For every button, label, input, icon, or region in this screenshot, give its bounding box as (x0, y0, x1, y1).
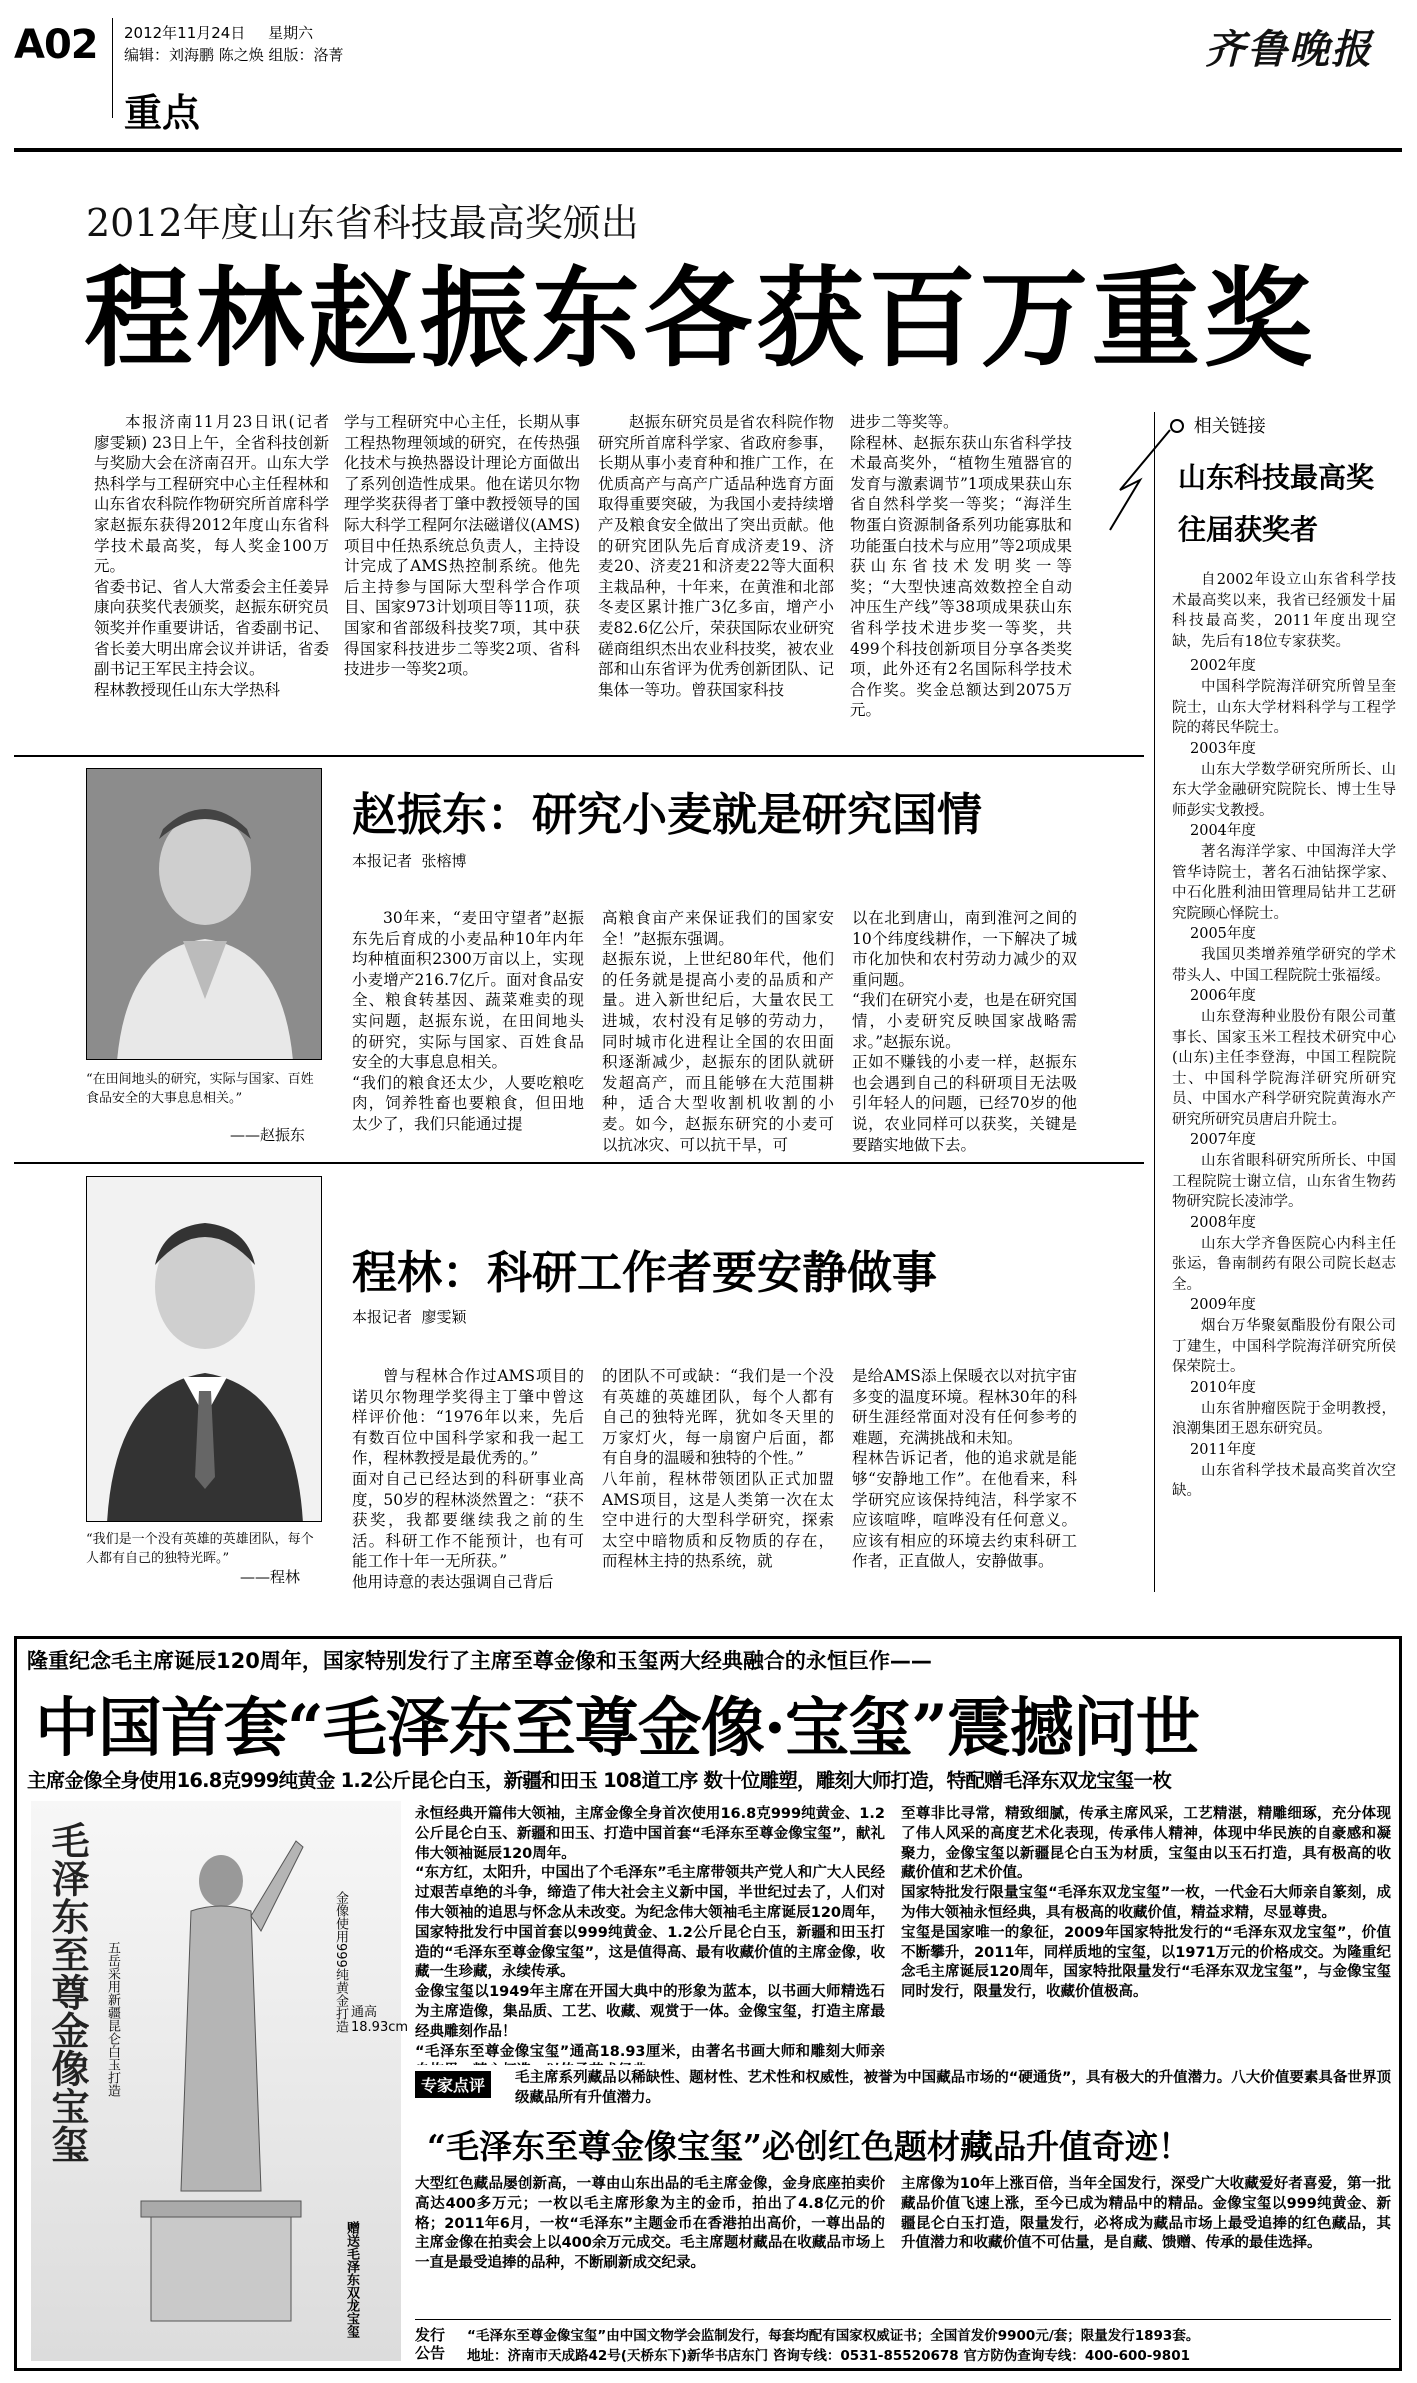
lead-column-1 (94, 412, 329, 702)
ad-footer (415, 2319, 1391, 2365)
section-label: 重点 (124, 91, 201, 135)
sidebar-left-rule (1154, 412, 1155, 1592)
sidebar-entry-year: 2011年度 (1190, 1441, 1256, 1458)
sidebar-entry-year: 2006年度 (1190, 988, 1256, 1004)
advertisement (14, 1636, 1402, 2371)
ad-sub-line: 主席金像全身使用16.8克999纯黄金 1.2公斤昆仑白玉，新疆和田玉 108道工序 数十位雕塑，雕刻大师打造，特配赠毛泽东双龙宝玺一枚 (27, 1769, 1172, 1792)
cheng-photo (86, 1176, 322, 1522)
ad-body-2: 至尊非比寻常，精致细腻，传承主席风采，工艺精湛，精雕细琢，充分体现了伟人风采的高度艺术化表现，传承伟人精神，体现中华民族的自豪感和凝聚力，金像宝玺以新疆昆仑白玉为材质，宝玺由以玉石打造，具有极高的收藏价值和艺术价值。 国家特批发行限量宝玺“毛泽东双龙宝玺”一枚，一代金石大师亲自篆刻，成为伟大领袖永恒经典，具有极高的收藏价值，精益求精，尽显尊贵。 宝玺是国家唯一的象征，2009年国家特批发行的“毛泽东双龙宝玺”，价值不断攀升，2011年，同样质地的宝玺，以1971万元的价格成交。为隆重纪念毛主席诞辰120周年，国家特批限量发行“毛泽东双龙宝玺”，与金像宝玺同时发行，限量发行，收藏价值极高。 (901, 1806, 1391, 2001)
zhao-photo (86, 768, 322, 1060)
lead-headline: 程林赵振东各获百万重奖 (84, 257, 1317, 382)
sidebar-entry-text: 山东大学齐鲁医院心内科主任张运，鲁南制药有限公司院长赵志全。 (1172, 1235, 1396, 1293)
lead-bottom-rule (14, 755, 1144, 757)
sidebar-entry-year: 2010年度 (1190, 1379, 1256, 1396)
zhao-col2-text: 高粮食亩产来保证我们的国家安全！”赵振东强调。 赵振东说，上世纪80年代，他们的任务就是提高小麦的品质和产量。进入新世纪后，大量农民工进城，农村没有足够的劳动力，同时城市化进程让全国的农田面积逐渐减少，赵振东的团队就研发超高产，而且能够在大范围耕种，适合大型收割机收割的小麦。如今，赵振东研究的小麦可以抗冰灾、可以抗干旱，可 (602, 909, 834, 1154)
sidebar-kicker-row (1170, 412, 1396, 438)
sidebar-entry-text: 著名海洋学家、中国海洋大学管华诗院士，著名石油钻探学家、中石化胜利油田管理局钻井工艺研究院顾心怿院士。 (1172, 844, 1396, 922)
lead-col4-text: 进步二等奖等。 除程林、赵振东获山东省科学技术最高奖外，“植物生殖器官的发育与激素调节”1项成果获山东省自然科学奖一等奖；“海洋生物蛋白资源制备系列功能寡肽和功能蛋白技术与应用”等2项成果获山东省技术发明奖一等奖；“大型快速高效数控全自动冲压生产线”等38项成果获山东省科学技术进步奖一等奖，共499个科技创新项目分享各类奖项，此外还有2名国际科学技术合作奖。奖金总额达到2075万元。 (850, 413, 1072, 720)
sidebar-entry-year: 2008年度 (1190, 1214, 1256, 1231)
cheng-headline: 程林：科研工作者要安静做事 (352, 1246, 938, 1299)
cheng-col3-text: 是给AMS添上保暖衣以对抗宇宙多变的温度环境。程林30年的科研生涯经常面对没有任何参考的难题，充满挑战和未知。 程林告诉记者，他的追求就是能够“安静地工作”。在他看来，科学研究应该保持纯洁，科学家不应该喧哗，喧哗没有任何意义。应该有相应的环境去约束科研工作者，正直做人，安静做事。 (852, 1367, 1077, 1571)
cheng-column-3 (852, 1366, 1077, 1572)
cheng-portrait-icon (87, 1177, 322, 1522)
ad-product-panel (31, 1801, 409, 2361)
sidebar-entry-text: 中国科学院海洋研究所曾呈奎院士，山东大学材料科学与工程学院的蒋民华院士。 (1172, 679, 1396, 736)
ad-footer-line2: 地址：济南市天成路42号(天桥东下)新华书店东门 咨询专线：0531-85520678 官方防伪查询专线：400-600-9801 (467, 2348, 1190, 2364)
cheng-byline: 本报记者 廖雯颖 (352, 1308, 467, 1326)
zhao-byline: 本报记者 张榕博 (352, 852, 467, 870)
ad-headline: 中国首套“毛泽东至尊金像·宝玺”震撼问世 (35, 1691, 1199, 1766)
lead-column-3 (598, 412, 834, 702)
zhao-col1-text: 30年来，“麦田守望者”赵振东先后育成的小麦品种10年内年均种植面积2300万亩以上，实现小麦增产216.7亿斤。面对食品安全、粮食转基因、蔬菜难卖的现实问题，赵振东说，在田间地头的研究，实际与国家、百姓食品安全的大事息息相关。 “我们的粮食还太少，人要吃粮吃肉，饲养牲畜也要粮食，但田地太少了，我们只能通过提 (352, 909, 584, 1133)
sidebar-entry-text: 山东省肿瘤医院于金明教授，浪潮集团王恩东研究员。 (1172, 1400, 1396, 1437)
sidebar-intro: 自2002年设立山东省科学技术最高奖以来，我省已经颁发十届科技最高奖，2011年度出现空缺，先后有18位专家获奖。 (1172, 572, 1396, 650)
cheng-caption: “我们是一个没有英雄的英雄团队，每个人都有自己的独特光晖。” (86, 1532, 314, 1566)
ad-vertical-title: 毛泽东至尊金像宝玺 (45, 1821, 90, 2163)
zhao-caption-sign: ——赵振东 (230, 1126, 306, 1144)
page-code: A02 (14, 22, 98, 68)
sidebar-entry-text: 我国贝类增养殖学研究的学术带头人、中国工程院院士张福绥。 (1172, 947, 1396, 984)
masthead-logo: 齐鲁晚报 (1205, 26, 1373, 73)
ad-expert-row (415, 2069, 1391, 2117)
cheng-column-1 (352, 1366, 584, 1593)
zhao-headline: 赵振东：研究小麦就是研究国情 (352, 788, 983, 841)
link-icon (1170, 419, 1184, 433)
statue-icon (121, 1821, 321, 2341)
lead-col2-text: 学与工程研究中心主任，长期从事工程热物理领域的研究，在传热强化技术与换热器设计理论方面做出了系列创造性成果。他在诺贝尔物理学奖获得者丁肇中教授领导的国际大科学工程阿尔法磁谱仪(AMS)项目中任热系统总负责人，主持设计完成了AMS热控制系统。他先后主持参与国际大型科学合作项目、国家973计划项目等11项，获国家和省部级科技奖7项，其中获得国家科技进步二等奖2项、省科技进步一等奖2项。 (344, 413, 580, 679)
sidebar-entry-year: 2005年度 (1190, 926, 1256, 942)
ad-seal-label: 赠送毛泽东双龙宝玺 (344, 2221, 359, 2338)
ad-top-line: 隆重纪念毛主席诞辰120周年，国家特别发行了主席至尊金像和玉玺两大经典融合的永恒巨作—— (27, 1649, 932, 1673)
header-divider (112, 18, 113, 118)
sidebar-entry-text: 山东省眼科研究所所长、中国工程院院士谢立信，山东省生物药物研究院长凌沛学。 (1172, 1153, 1396, 1210)
sidebar-list (1166, 656, 1396, 1502)
sidebar-title-line1: 山东科技最高奖 (1178, 461, 1375, 494)
ad-expert-text: 毛主席系列藏品以稀缺性、题材性、艺术性和权威性，被誉为中国藏品市场的“硬通货”，具有极大的升值潜力。八大价值要素具备世界顶级藏品所有升值潜力。 (515, 2070, 1391, 2106)
page-header (0, 0, 1417, 135)
ad-size-label: 通高18.93cm (351, 2005, 409, 2035)
lead-col1-text: 本报济南11月23日讯(记者 廖雯颖) 23日上午，全省科技创新与奖励大会在济南召开。山东大学热科学与工程研究中心主任程林和山东省农科院作物研究所首席科学家赵振东获得2012年度山东省科学技术最高奖，每人奖金100万元。 省委书记、省人大常委会主任姜异康向获奖代表颁奖，赵振东研究员领奖并作重要讲话，省委副书记、省长姜大明出席会议并讲话，省委副书记王军民主持会议。 程林教授现任山东大学热科 (94, 413, 329, 699)
header-editors: 编辑：刘海鹏 陈之焕 组版：洛菁 (124, 46, 344, 64)
cheng-col1-text: 曾与程林合作过AMS项目的诺贝尔物理学奖得主丁肇中曾这样评价他：“1976年以来，先后有数百位中国科学家和我一起工作，程林教授是最优秀的。” 面对自己已经达到的科研事业高度，50岁的程林淡然置之：“获不获奖，我都要继续我之前的生活。科研工作不能预计，也有可能工作十年一无所获。” 他用诗意的表达强调自己背后 (352, 1367, 584, 1591)
header-bottom-rule (14, 148, 1402, 152)
ad-expert-label: 专家点评 (415, 2071, 491, 2098)
sidebar-entry-year: 2009年度 (1190, 1297, 1256, 1313)
zhao-col3-text: 以在北到唐山，南到淮河之间的10个纬度线耕作，一下解决了城市化加快和农村劳动力减少的双重问题。 “我们在研究小麦，也是在研究国情，小麦研究反映国家战略需求。”赵振东说。 正如不赚钱的小麦一样，赵振东也会遇到自己的科研项目无法吸引年轻人的问题，已经70岁的他说，农业同样可以获奖，关键是要踏实地做下去。 (852, 909, 1077, 1154)
lead-column-2 (344, 412, 580, 702)
ad-note-left: 五岳采用新疆昆仑白玉打造 (105, 1941, 120, 2097)
ad-footer-label: 发行公告 (415, 2326, 446, 2362)
sidebar-entry-year: 2004年度 (1190, 823, 1256, 839)
ad-body-3: 大型红色藏品屡创新高，一尊由山东出品的毛主席金像，金身底座拍卖价高达400多万元；一枚以毛主席形象为主的金币，拍出了4.8亿元的价格；2011年6月，一枚“毛泽东”主题金币在香港拍出高价，一尊出品的主席金像在拍卖会上以400余万元成交。毛主席题材藏品在收藏品市场上一直是最受追捧的品种，不断刷新成交纪录。 (415, 2176, 885, 2272)
sidebar-entry-text: 山东登海种业股份有限公司董事长、国家玉米工程技术研究中心(山东)主任李登海，中国工程院院士、中国科学院海洋研究所研究员、中国水产科学研究院黄海水产研究所研究员唐启升院士。 (1172, 1009, 1396, 1128)
header-date: 2012年11月24日 (124, 24, 246, 42)
sidebar-entry-text: 烟台万华聚氨酯股份有限公司丁建生，中国科学院海洋研究所侯保荣院士。 (1172, 1318, 1396, 1375)
zhao-column-2 (602, 908, 834, 1155)
lead-kicker: 2012年度山东省科技最高奖颁出 (86, 201, 639, 245)
sidebar-entry-year: 2007年度 (1190, 1132, 1256, 1148)
cheng-column-2 (602, 1366, 834, 1572)
cheng-col2-text: 的团队不可或缺：“我们是一个没有英雄的英雄团队，每个人都有自己的独特光晖，犹如冬天里的万家灯火，每一扇窗户后面，都有自身的温暖和独特的个性。” 八年前，程林带领团队正式加盟AMS项目，这是人类第一次在太空中进行的大型科学研究，探索太空中暗物质和反物质的存在，而程林主持的热系统，就 (602, 1367, 834, 1571)
sidebar-kicker: 相关链接 (1193, 416, 1266, 437)
sidebar-entry-year: 2002年度 (1190, 658, 1256, 674)
zhao-bottom-rule (14, 1162, 1144, 1164)
ad-body-1: 永恒经典开篇伟大领袖，主席金像全身首次使用16.8克999纯黄金、1.2公斤昆仑白玉、新疆和田玉、打造中国首套“毛泽东至尊金像宝玺”，献礼伟大领袖诞辰120周年。 “东方红，太阳升，中国出了个毛泽东”毛主席带领共产党人和广大人民经过艰苦卓绝的斗争，缔造了伟大社会主义新中国，半世纪过去了，人们对伟大领袖的追思与怀念从未改变。为纪念伟大领袖毛主席诞辰120周年，国家特批发行中国首套以999纯黄金、1.2公斤昆仑白玉，新疆和田玉打造的“毛泽东至尊金像宝玺”，这是值得高、最有收藏价值的主席金像，收藏一生珍藏，永续传承。 金像宝玺以1949年主席在开国大典中的形象为蓝本，以书画大师精选石为主席造像，集品质、工艺、收藏、观赏于一体。金像宝玺，打造主席最经典雕刻作品！ “毛泽东至尊金像宝玺”通高18.93厘米，由著名书画大师和雕刻大师亲 (415, 1806, 885, 2060)
sidebar (1166, 412, 1396, 1502)
cheng-caption-sign: ——程林 (240, 1568, 301, 1586)
zhao-caption: “在田间地头的研究，实际与国家、百姓食品安全的大事息息相关。” (86, 1072, 314, 1106)
zhao-column-3 (852, 908, 1077, 1155)
sidebar-title-line2: 往届获奖者 (1178, 513, 1319, 546)
sidebar-entry-text: 山东省科学技术最高奖首次空缺。 (1172, 1462, 1396, 1499)
ad-body-4: 主席像为10年上涨百倍，当年全国发行，深受广大收藏爱好者喜爱，第一批藏品价值飞速上涨，至今已成为精品中的精品。金像宝玺以999纯黄金、新疆昆仑白玉打造，限量发行，必将成为藏品市场上最受追捧的红色藏品，其升值潜力和收藏价值不可估量，是自藏、馈赠、传承的最佳选择。 (901, 2176, 1391, 2252)
ad-sub-headline: “毛泽东至尊金像宝玺”必创红色题材藏品升值奇迹！ (427, 2127, 1191, 2166)
lead-column-4 (850, 412, 1072, 720)
sidebar-entry-text: 山东大学数学研究所所长、山东大学金融研究院院长、博士生导师彭实戈教授。 (1172, 761, 1396, 819)
ad-footer-line1: “毛泽东至尊金像宝玺”由中国文物学会监制发行，每套均配有国家权威证书；全国首发价9900元/套；限量发行1893套。 (467, 2328, 1200, 2344)
sidebar-entry-year: 2003年度 (1190, 740, 1256, 757)
header-date-line (124, 22, 313, 43)
lead-col3-text: 赵振东研究员是省农科院作物研究所首席科学家、省政府参事，长期从事小麦育种和推广工作，在优质高产与高产广适品种选育方面取得重要突破，为我国小麦持续增产及粮食安全做出了突出贡献。他的研究团队先后育成济麦19、济麦20、济麦21和济麦22等大面积主栽品种，十年来，在黄淮和北部冬麦区累计推广3亿多亩，增产小麦82.6亿公斤，荣获国际农业研究磋商组织杰出农业科技奖，被农业部和山东省评为优秀创新团队、记集体一等功。曾获国家科技 (598, 413, 835, 699)
header-weekday: 星期六 (268, 24, 314, 42)
zhao-portrait-icon (87, 769, 322, 1060)
zhao-column-1 (352, 908, 584, 1135)
ad-note-right: 金像使用999纯黄金打造 (333, 1891, 348, 2033)
